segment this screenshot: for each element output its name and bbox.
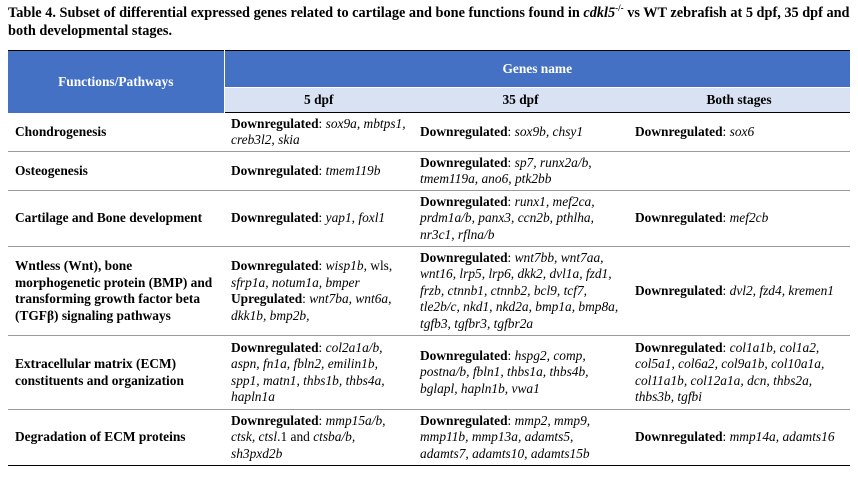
cell-both: Downregulated: col1a1b, col1a2, col5a1, col6a2, col9a1b, col10a1a, col11a1b, col12a1a, dcn, thbs2a, thbs3b, tgfbi <box>628 336 850 410</box>
cell-5dpf: Downregulated: mmp15a/b, ctsk, ctsl.1 and ctsba/b, sh3pxd2b <box>224 410 413 466</box>
table-caption: Table 4. Subset of differential expressed genes related to cartilage and bone functions found in cdkl5-/- vs WT zebrafish at 5 dpf, 35 dpf and both developmental stages. <box>8 3 850 39</box>
header-35dpf: 35 dpf <box>413 88 628 113</box>
cell-35dpf: Downregulated: runx1, mef2ca, prdm1a/b, panx3, ccn2b, pthlha, nr3c1, rflna/b <box>413 191 628 247</box>
table-row <box>8 410 850 466</box>
header-5dpf: 5 dpf <box>224 88 413 113</box>
cell-5dpf: Downregulated: yap1, foxl1 <box>224 191 413 247</box>
function-cell: Degradation of ECM proteins <box>8 410 224 466</box>
function-cell: Wntless (Wnt), bone morphogenetic protein (BMP) and transforming growth factor beta (TGFβ) signaling pathways <box>8 247 224 336</box>
gene-table <box>8 50 850 466</box>
cell-35dpf: Downregulated: wnt7bb, wnt7aa, wnt16, lrp5, lrp6, dkk2, dvl1a, fzd1, frzb, ctnnb1, ctnnb2, bcl9, tcf7, tle2b/c, nkd1, nkd2a, bmp1a, bmp8a, tgfb3, tgfbr3, tgfbr2a <box>413 247 628 336</box>
caption-superscript: -/- <box>615 3 624 14</box>
table-row <box>8 113 850 152</box>
table-row <box>8 191 850 247</box>
cell-35dpf: Downregulated: sox9b, chsy1 <box>413 113 628 152</box>
cell-both: Downregulated: dvl2, fzd4, kremen1 <box>628 247 850 336</box>
cell-5dpf: Downregulated: col2a1a/b, aspn, fn1a, fbln2, emilin1b, spp1, matn1, thbs1b, thbs4a, hapln1a <box>224 336 413 410</box>
cell-35dpf: Downregulated: sp7, runx2a/b, tmem119a, ano6, ptk2bb <box>413 152 628 191</box>
cell-both: Downregulated: mmp14a, adamts16 <box>628 410 850 466</box>
function-cell: Cartilage and Bone development <box>8 191 224 247</box>
function-cell: Extracellular matrix (ECM) constituents and organization <box>8 336 224 410</box>
caption-gene: cdkl5 <box>583 5 616 21</box>
function-cell: Osteogenesis <box>8 152 224 191</box>
cell-both <box>628 152 850 191</box>
header-both-stages: Both stages <box>628 88 850 113</box>
header-genes-name: Genes name <box>224 51 850 88</box>
cell-35dpf: Downregulated: hspg2, comp, postna/b, fbln1, thbs1a, thbs4b, bglapl, hapln1b, vwa1 <box>413 336 628 410</box>
cell-5dpf: Downregulated: tmem119b <box>224 152 413 191</box>
cell-5dpf: Downregulated: sox9a, mbtps1, creb3l2, skia <box>224 113 413 152</box>
cell-5dpf: Downregulated: wisp1b, wls, sfrp1a, notum1a, bmper Upregulated: wnt7ba, wnt6a, dkk1b, bmp2b, <box>224 247 413 336</box>
cell-both: Downregulated: mef2cb <box>628 191 850 247</box>
function-cell: Chondrogenesis <box>8 113 224 152</box>
cell-both: Downregulated: sox6 <box>628 113 850 152</box>
table-row <box>8 247 850 336</box>
header-functions: Functions/Pathways <box>8 51 224 113</box>
table-row <box>8 152 850 191</box>
cell-35dpf: Downregulated: mmp2, mmp9, mmp11b, mmp13a, adamts5, adamts7, adamts10, adamts15b <box>413 410 628 466</box>
table-row <box>8 336 850 410</box>
